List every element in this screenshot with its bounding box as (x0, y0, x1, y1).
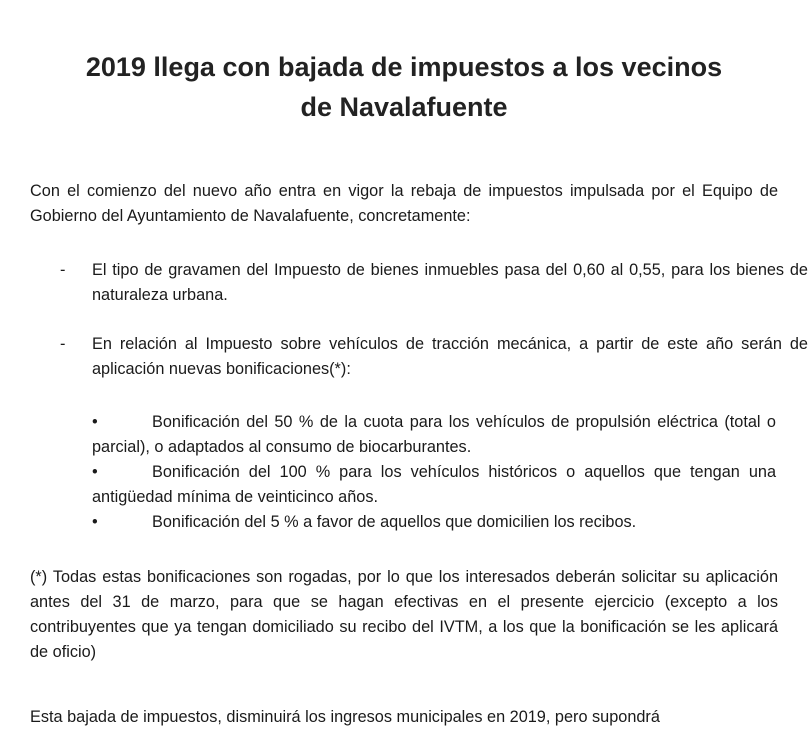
dash-marker: - (60, 261, 66, 279)
note-paragraph: (*) Todas estas bonificaciones son rogadas, por lo que los interesados deberán solicitar su aplicación antes del 31 de marzo, para que se hagan efectivas en el presente ejercicio (excepto a los contribuyentes que ya tengan domiciliado su recibo del IVTM, a los que la bonificación se les aplicará de oficio) (30, 568, 778, 661)
title-line-2: de Navalafuente (300, 92, 508, 122)
title-line-1: 2019 llega con bajada de impuestos a los vecinos (85, 52, 723, 82)
intro-paragraph: Con el comienzo del nuevo año entra en vigor la rebaja de impuestos impulsada por el Equipo de Gobierno del Ayuntamiento de Navalafuente, concretamente: (30, 182, 778, 225)
bullet-text: Bonificación del 5 % a favor de aquellos que domicilien los recibos. (152, 513, 637, 531)
bullet-marker: • (92, 463, 98, 481)
bullet-text: Bonificación del 50 % de la cuota para los vehículos de propulsión eléctrica (total o parcial), o adaptados al consumo de biocarburantes. (92, 413, 776, 456)
bullet-text: Bonificación del 100 % para los vehículos históricos o aquellos que tengan una antigüedad mínima de veinticinco años. (92, 463, 776, 506)
bullet-marker: • (92, 513, 98, 531)
bullet-marker: • (92, 413, 98, 431)
list-item-text: El tipo de gravamen del Impuesto de bienes inmuebles pasa del 0,60 al 0,55, para los bienes de naturaleza urbana. (92, 261, 808, 304)
closing-paragraph: Esta bajada de impuestos, disminuirá los ingresos municipales en 2019, pero supondrá (30, 708, 660, 726)
document-title (20, 47, 788, 127)
dash-marker: - (60, 335, 66, 353)
list-item-text: En relación al Impuesto sobre vehículos de tracción mecánica, a partir de este año serán de aplicación nuevas bonificaciones(*): (92, 335, 808, 378)
